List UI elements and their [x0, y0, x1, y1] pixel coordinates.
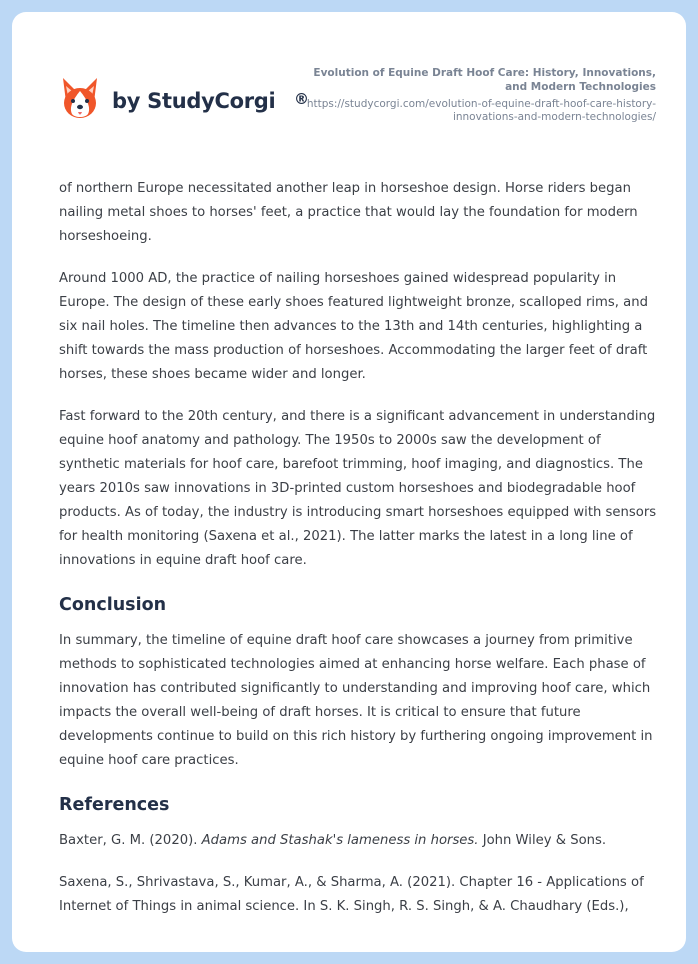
document-meta	[296, 66, 656, 124]
document-title: Evolution of Equine Draft Hoof Care: History, Innovations, and Modern Technologies	[313, 67, 656, 93]
reference-title: Adams and Stashak's lameness in horses.	[201, 833, 479, 848]
paragraph: In summary, the timeline of equine draft hoof care showcases a journey from primitive methods to sophisticated technologies aimed at enhancing horse welfare. Each phase of innovation has contributed significantly to understanding and improving hoof care, which impacts the overall well-being of draft horses. It is critical to ensure that future developments continue to build on this rich history by furthering ongoing improvement in equine hoof care practices.	[59, 633, 653, 768]
document-body	[59, 177, 659, 937]
conclusion-heading: Conclusion	[59, 595, 167, 615]
reference-item	[59, 829, 659, 853]
paragraph: Around 1000 AD, the practice of nailing horseshoes gained widespread popularity in Europe. The design of these early shoes featured lightweight bronze, scalloped rims, and six nail holes. The timeline then advances to the 13th and 14th centuries, highlighting a shift towards the mass production of horseshoes. Accommodating the larger feet of draft horses, these shoes became wider and longer.	[59, 271, 648, 382]
document-url[interactable]: https://studycorgi.com/evolution-of-equine-draft-hoof-care-history-innovations-and-modern-technologies/	[306, 98, 656, 123]
corgi-icon	[60, 76, 100, 122]
reference-item: Saxena, S., Shrivastava, S., Kumar, A., & Sharma, A. (2021). Chapter 16 - Applications of Internet of Things in animal science. In S. K. Singh, R. S. Singh, & A. Chaudhary (Eds.),	[59, 875, 644, 914]
references-heading: References	[59, 795, 170, 815]
reference-authors: Baxter, G. M. (2020).	[59, 833, 202, 848]
document-page	[12, 12, 686, 952]
paragraph: Fast forward to the 20th century, and there is a significant advancement in understanding equine hoof anatomy and pathology. The 1950s to 2000s saw the development of synthetic materials for hoof care, barefoot trimming, hoof imaging, and diagnostics. The years 2010s saw innovations in 3D-printed custom horseshoes and biodegradable hoof products. As of today, the industry is introducing smart horseshoes equipped with sensors for health monitoring (Saxena et al., 2021). The latter marks the latest in a long line of innovations in equine draft hoof care.	[59, 409, 657, 568]
brand-name: by StudyCorgi	[112, 89, 276, 113]
studycorgi-logo[interactable]	[60, 76, 309, 122]
registered-mark: ®	[294, 90, 309, 108]
paragraph: of northern Europe necessitated another leap in horseshoe design. Horse riders began nailing metal shoes to horses' feet, a practice that would lay the foundation for modern horseshoeing.	[59, 181, 638, 244]
reference-publisher: John Wiley & Sons.	[478, 833, 607, 848]
